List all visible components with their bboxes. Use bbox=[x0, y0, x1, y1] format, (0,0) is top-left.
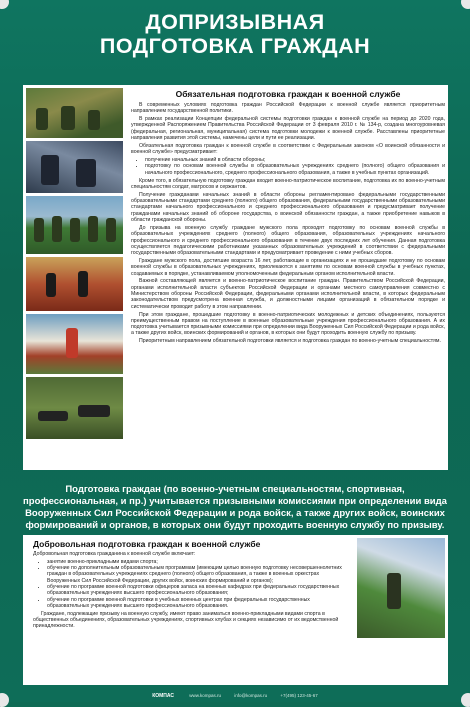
footer bbox=[0, 690, 470, 702]
highlight-banner: Подготовка граждан (по военно-учетным специальностям, спортивная, профессиональная, и пр.) учитывается призывными комиссиями при определении вида Вооруженных Сил Российской Федерации и рода войск, а также других войск, воинских формирований и органов, в которых они будут проходить военную службу по призыву. bbox=[23, 484, 447, 531]
paragraph: В рамках реализации Концепции федеральной системы подготовки граждан к военной службе на период до 2020 года, утвержденной Распоряжением Правительства Российской Федерации от 3 февраля 2010 г. № 134-р, создана многоуровневая (федеральная, региональная, муниципальная) система подготовки молодежи к военной службе. Расставлены приоритетные направления развития этой системы, намечены цели и пути ее реализации. bbox=[131, 116, 445, 142]
section-heading: Добровольная подготовка граждан к военной службе bbox=[33, 539, 261, 549]
paragraph: Обязательная подготовка граждан к военной службе в соответствии с Федеральным законом «О воинской обязанности и военной службе» предусматривает: bbox=[131, 142, 445, 156]
paragraph: Важной составляющей является и военно-патриотическое воспитание граждан. Правительством Российской Федерации, органами исполнительной власти субъектов Российской Федерации и органами местного самоуправления совместно с Министерством обороны Российской Федерации, федеральными органами исполнительной власти, в которых федеральным законодательством предусмотрена военная служба, и должностными лицами организаций в обязательном порядке и систематически проводит работу в этом направлении. bbox=[131, 278, 445, 310]
section-voluntary-text bbox=[33, 539, 353, 631]
list-item: • обучение по программе военной подготовки в учебных военных центрах при федеральных государственных образовательных учреждениях высшего профессионального образования. bbox=[47, 597, 353, 610]
section-voluntary bbox=[23, 535, 448, 685]
paragraph: Приоритетным направлением обязательной подготовки является и подготовка граждан по военно-учетным специальностям. bbox=[139, 338, 441, 345]
footer-phone: +7(495) 123-45-67 bbox=[280, 693, 318, 698]
footer-site: www.kompas.ru bbox=[189, 693, 222, 698]
paragraph: До призыва на военную службу граждане мужского пола проходят подготовку по основам военной службы в образовательных учреждениях среднего (полного) общего образования, образовательных учреждениях начального профессионального и среднего профессионального образования в течение двух последних лет обучения. Данная подготовка осуществляется педагогическими работниками указанных образовательных учреждений в соответствии с федеральными государственными образовательными стандартами и предусматривает проведение с ними учебных сборов. bbox=[131, 224, 445, 257]
photo-column bbox=[26, 88, 123, 442]
page-title: ДОПРИЗЫВНАЯ ПОДГОТОВКА ГРАЖДАН bbox=[99, 10, 371, 58]
list-item: • подготовку по основам военной службы в образовательных учреждениях среднего (полного) общего образования и начального профессионального, среднего профессионального образования, а также в учебных пунктах организаций. bbox=[145, 163, 445, 176]
photo-obstacle-course bbox=[357, 538, 445, 638]
paragraph: Получение гражданами начальных знаний в области обороны регламентировано федеральными государственными образовательными стандартами среднего (полного) общего образования, федеральными государственными образовательными стандартами начального профессионального и среднего профессионального образования и предусматривает получение гражданами начальных знаний об обороне государства, о воинской обязанности граждан, а также приобретение навыков в области гражданской обороны. bbox=[131, 191, 445, 224]
photo-soldiers-march bbox=[26, 196, 123, 254]
section-mandatory-text bbox=[131, 89, 445, 346]
photo-athlete-jump bbox=[26, 314, 123, 374]
list-item: • получение начальных знаний в области обороны; bbox=[145, 157, 445, 163]
bullet-list bbox=[131, 157, 445, 176]
paragraph: Граждане, подлежащие призыву на военную службу, имеют право заниматься военно-прикладными видами спорта в общественных объединениях, образовательных учреждениях, спортивных клубах и секциях независимо от их ведомственной принадлежности. bbox=[33, 610, 339, 630]
bullet-list bbox=[33, 559, 353, 609]
brand-logo: КОМПАС bbox=[152, 693, 174, 699]
list-item: • обучение по дополнительным образовательным программам (имеющим целью военную подготовку несовершеннолетних граждан в образовательных учреждениях среднего (полного) общего образования, а также в военных оркестрах Вооруженных Сил Российской Федерации, других войск, воинских формирований и органов); bbox=[47, 565, 353, 584]
list-item: • обучение по программе военной подготовки офицеров запаса на военных кафедрах при федеральных государственных образовательных учреждениях высшего профессионального образования; bbox=[47, 584, 353, 597]
photo-classroom bbox=[26, 141, 123, 193]
section-heading: Обязательная подготовка граждан к военной службе bbox=[175, 89, 401, 99]
paragraph: Кроме того, в обязательную подготовку граждан входит военно-патриотическое воспитание, подготовка их по военно-учетным специальностям солдат, матросов и сержантов. bbox=[131, 177, 445, 190]
photo-running-track bbox=[26, 257, 123, 311]
footer-email: info@kompas.ru bbox=[234, 693, 268, 698]
paragraph: При этом граждане, прошедшие подготовку в военно-патриотических молодежных и детских объединениях, пользуются преимущественным правом на поступление в военные образовательные учреждения профессионального образования. А их подготовка учитывается призывными комиссиями при определении вида Вооруженных Сил Российской Федерации и рода войск, а также других войск, воинских формирований и органов, в которых они будут проходить военную службу по призыву. bbox=[131, 311, 445, 337]
corner-decoration bbox=[461, 0, 470, 9]
photo-cadets-field bbox=[26, 88, 123, 138]
paragraph: Добровольная подготовка гражданина к военной службе включает: bbox=[33, 551, 196, 557]
paragraph: В современных условиях подготовка граждан Российской Федерации к военной службе является приоритетным направлением государственной политики. bbox=[131, 102, 445, 115]
corner-decoration bbox=[0, 0, 9, 9]
paragraph: Граждане мужского пола, достигшие возраста 16 лет, работающие в организациях и не прошедшие подготовку по основам военной службы в образовательных учреждениях, приолекаются к занятиям по основам военной службы в учебных пунктах, создаваемых в порядке, устанавливаемом уполномоченным федеральным органом исполнительной власти. bbox=[131, 257, 445, 277]
photo-shooting-practice bbox=[26, 377, 123, 439]
section-mandatory bbox=[23, 85, 448, 470]
list-item: • занятие военно-прикладными видами спорта; bbox=[47, 559, 353, 565]
